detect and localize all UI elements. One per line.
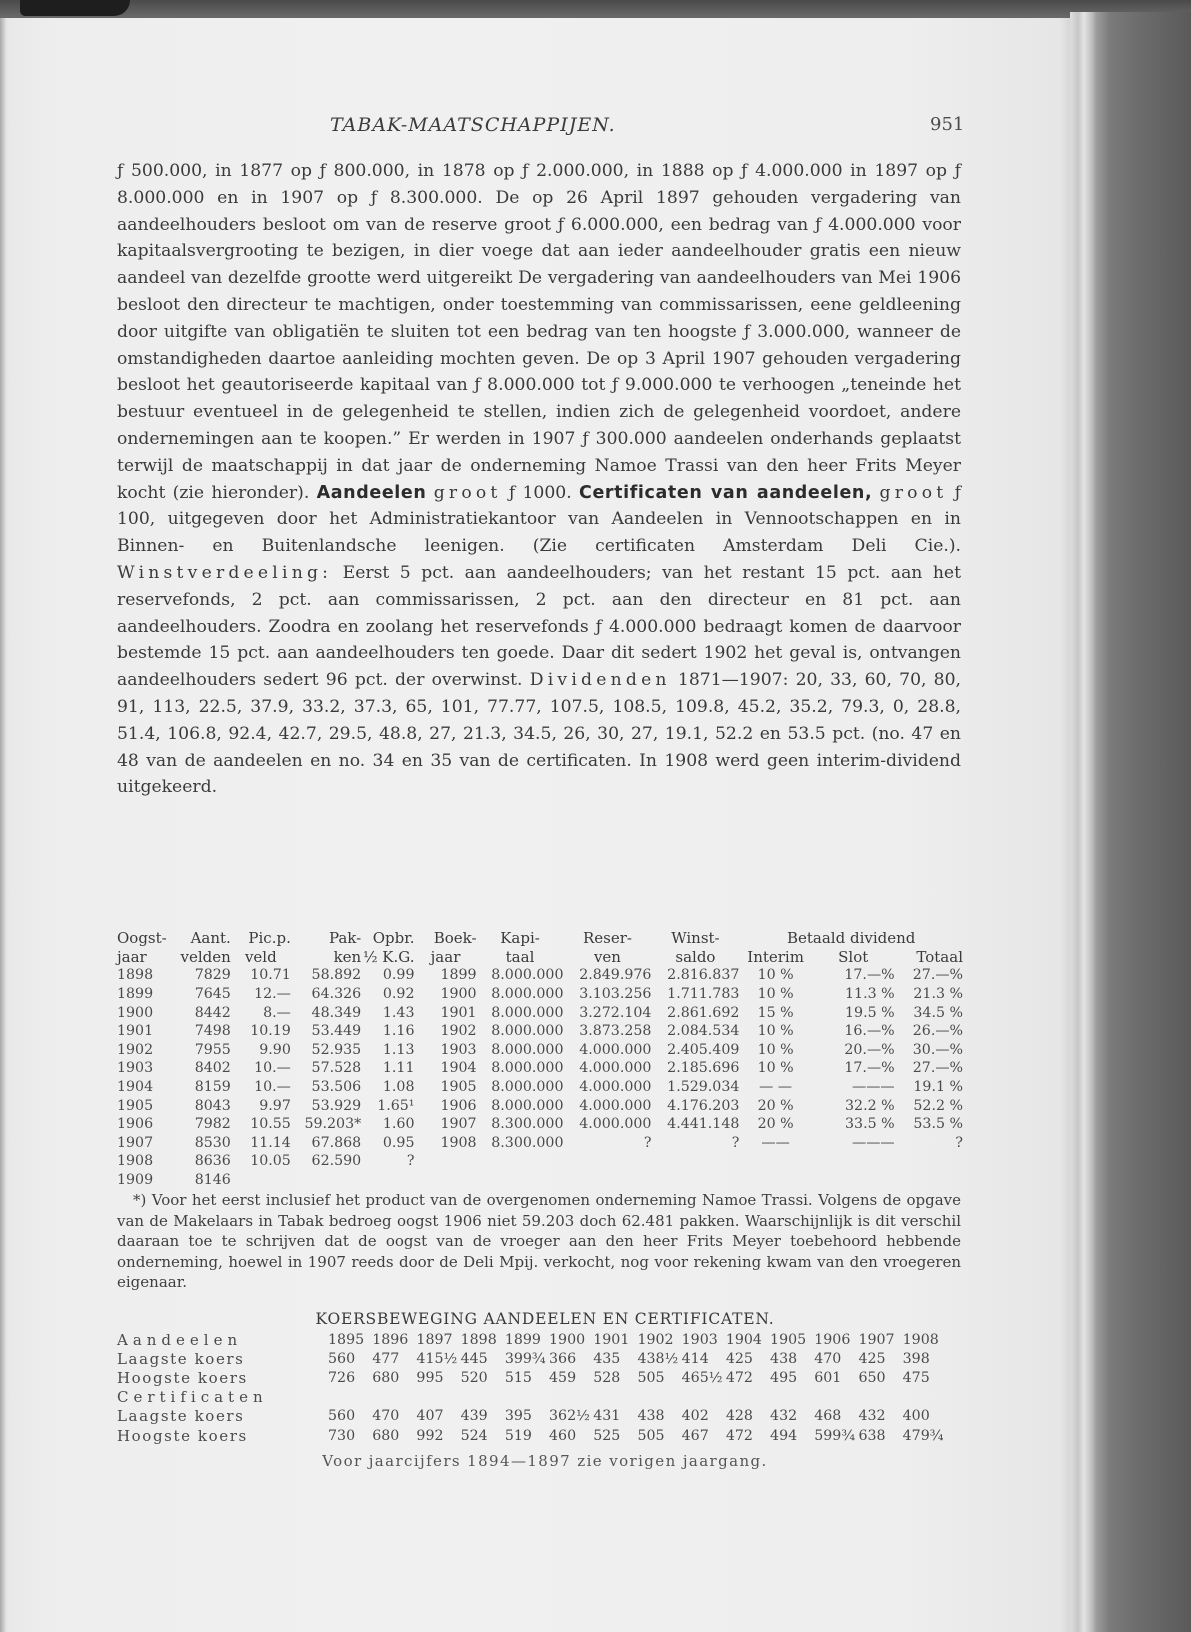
certificaten-laagste-row [117, 1407, 947, 1426]
table-cell: 8.000.000 [491, 986, 564, 1003]
koers-cell: 505 [637, 1369, 665, 1386]
table-cell: 10 % [757, 1060, 794, 1077]
table-cell: 0.92 [382, 986, 415, 1003]
table-row [117, 1003, 963, 1022]
table-cell: 30.—% [912, 1041, 963, 1058]
certificaten-heading-row [117, 1388, 947, 1407]
col-header: Oogst- [117, 929, 167, 948]
table-cell: 8442 [194, 1004, 231, 1021]
table-cell: 8402 [194, 1060, 231, 1077]
table-cell [477, 1171, 564, 1190]
koers-cell: 407 [416, 1408, 444, 1425]
koers-cell: 425 [858, 1350, 886, 1367]
table-cell: 10 % [757, 1023, 794, 1040]
aandeelen-value: ƒ 1000. [508, 482, 572, 503]
table-header-row [117, 948, 963, 967]
certificaten-hoogste-row [117, 1426, 947, 1445]
col-header: ½ K.G. [362, 947, 415, 966]
table-cell: 1899 [440, 967, 477, 984]
table-cell: 53.929 [311, 1097, 362, 1114]
table-cell: 10.55 [250, 1116, 291, 1133]
table-cell: 32.2 % [845, 1097, 895, 1114]
koers-cell: 1906 [814, 1331, 851, 1348]
table-cell: 2.405.409 [667, 1041, 740, 1058]
table-cell: 10.— [254, 1060, 291, 1077]
koers-cell: 438 [637, 1408, 665, 1425]
koers-cell: 1896 [372, 1331, 409, 1348]
table-row [117, 1171, 963, 1190]
table-cell: 53.5 % [913, 1116, 963, 1133]
table-cell: 4.000.000 [579, 1079, 652, 1096]
table-cell [361, 1171, 414, 1190]
table-cell: 59.203* [304, 1116, 362, 1133]
col-header: Pic.p. [248, 929, 291, 948]
koers-cell: 995 [416, 1369, 444, 1386]
table-cell: 10 % [757, 967, 794, 984]
table-cell: 19.1 % [913, 1079, 963, 1096]
table-cell: 10 % [757, 986, 794, 1003]
table-cell: 7829 [194, 967, 231, 984]
col-header: Opbr. [372, 929, 415, 948]
koers-cell: 460 [549, 1427, 577, 1444]
winstverdeeling-label: Winstverdeeling: [117, 562, 333, 583]
table-cell: 27.—% [912, 1060, 963, 1077]
table-cell: 52.935 [311, 1041, 362, 1058]
koers-cell: 366 [549, 1350, 577, 1367]
table-cell: 9.97 [259, 1097, 291, 1114]
koers-cell: 520 [460, 1369, 488, 1386]
row-label: Certificaten [117, 1388, 268, 1407]
table-cell [895, 1171, 963, 1190]
table-cell: 1900 [117, 1004, 154, 1021]
table-cell: 21.3 % [913, 986, 963, 1003]
col-header: ven [593, 947, 621, 966]
table-cell: — — [759, 1079, 793, 1096]
table-cell: 2.849.976 [579, 967, 652, 984]
table-cell: 58.892 [311, 967, 362, 984]
koers-cell: 470 [814, 1350, 842, 1367]
table-cell: 3.873.258 [579, 1023, 652, 1040]
koers-cell: 470 [372, 1408, 400, 1425]
table-cell: ? [643, 1134, 652, 1151]
table-cell [812, 1152, 895, 1171]
table-cell: 27.—% [912, 967, 963, 984]
table-cell: 34.5 % [913, 1004, 963, 1021]
col-header: Aant. [190, 929, 231, 948]
table-cell: 19.5 % [845, 1004, 895, 1021]
table-cell: 10.71 [250, 967, 291, 984]
koers-cell: 398 [902, 1350, 930, 1367]
koers-cell: 1904 [725, 1331, 762, 1348]
table-cell: 0.99 [382, 967, 415, 984]
koers-cell: 1907 [858, 1331, 895, 1348]
koers-cell: 435 [593, 1350, 621, 1367]
koers-cell: 680 [372, 1427, 400, 1444]
col-header: Pak- [328, 929, 362, 948]
koers-cell: 1895 [328, 1331, 365, 1348]
table-cell: ? [406, 1153, 415, 1170]
table-row [117, 1022, 963, 1041]
footnote [117, 1190, 961, 1293]
col-header: taal [505, 947, 535, 966]
table-cell: 1909 [117, 1172, 154, 1189]
table-cell: 11.3 % [845, 986, 895, 1003]
groot-label: groot [879, 482, 948, 503]
table-cell: 10.19 [250, 1023, 291, 1040]
table-cell: 2.861.692 [667, 1004, 740, 1021]
col-header: ken [333, 947, 362, 966]
table-cell: 2.816.837 [667, 967, 740, 984]
koers-cell: 432 [770, 1408, 798, 1425]
col-header: Reser- [582, 929, 632, 948]
koers-cell: 472 [725, 1369, 753, 1386]
table-cell: 4.000.000 [579, 1060, 652, 1077]
col-header: veld [244, 947, 277, 966]
winstverdeeling-text: Eerst 5 pct. aan aandeelhouders; van het restant 15 pct. aan het reservefonds, 2 pct. aan commissarissen, 2 pct. aan den directeur en 81 pct. aan aandeelhouders. Zoodra en zoolang het reservefonds ƒ 4.000.000 bedraagt komen de daarvoor bestemde 15 pct. aan aandeelhouders ten goede. Daar dit sedert 1902 het geval is, ontvangen aandeelhouders sedert 96 pct. der overwinst. [117, 562, 961, 691]
koers-cell: 680 [372, 1369, 400, 1386]
table-cell: 4.000.000 [579, 1116, 652, 1133]
table-cell: 2.084.534 [667, 1023, 740, 1040]
col-header-group: Betaald dividend [786, 929, 916, 948]
table-cell: 33.5 % [845, 1116, 895, 1133]
col-header: saldo [675, 947, 716, 966]
koers-cell: 599¾ [814, 1427, 856, 1444]
row-label: Hoogste koers [117, 1426, 248, 1445]
col-header: Boek- [433, 929, 477, 948]
table-cell: 1.529.034 [667, 1079, 740, 1096]
table-cell: 16.—% [844, 1023, 895, 1040]
dividenden-text: 1871—1907: 20, 33, 60, 70, 80, 91, 113, 22.5, 37.9, 33.2, 37.3, 65, 101, 77.77, 107.5, 108.5, 109.8, 45.2, 35.2, 79.3, 0, 28.8, 51.4, 106.8, 92.4, 42.7, 29.5, 48.8, 27, 21.3, 34.5, 26, 30, 27, 19.1, 52.2 en 53.5 pct. (no. 47 en 48 van de aandeelen en no. 34 en 35 van de certificaten. In 1908 werd geen interim-dividend uitgekeerd. [117, 670, 962, 798]
koers-cell: 505 [637, 1427, 665, 1444]
table-cell: 10 % [757, 1041, 794, 1058]
table-cell: 8.000.000 [491, 967, 564, 984]
aandeelen-hoogste-row [117, 1368, 947, 1387]
table-cell: 1904 [440, 1060, 477, 1077]
table-cell: 1.16 [382, 1023, 415, 1040]
table-cell [414, 1152, 476, 1171]
table-cell: 1.08 [382, 1079, 415, 1096]
table-row [117, 1096, 963, 1115]
koers-cell: 525 [593, 1427, 621, 1444]
table-cell: 26.—% [912, 1023, 963, 1040]
koers-cell: 992 [416, 1427, 444, 1444]
koers-cell: 1905 [770, 1331, 807, 1348]
row-label: Aandeelen [117, 1330, 243, 1349]
row-label: Laagste koers [117, 1349, 245, 1368]
table-cell: 8.000.000 [491, 1060, 564, 1077]
koers-cell: 438½ [637, 1350, 679, 1367]
table-cell [563, 1171, 651, 1190]
koers-cell: 528 [593, 1369, 621, 1386]
koers-cell: 638 [858, 1427, 886, 1444]
table-cell: 1898 [117, 967, 154, 984]
table-cell: 4.000.000 [579, 1041, 652, 1058]
certificaten-text: ƒ 100, uitgegeven door het Administratiekantoor van Aandeelen in Vennootschappen en in Binnen- en Buitenlandsche leenigen. (Zie certificaten Amsterdam Deli Cie.). [117, 482, 962, 557]
table-cell: 12.— [254, 986, 291, 1003]
table-cell: 62.590 [311, 1153, 362, 1170]
table-row [117, 1078, 963, 1097]
table-row [117, 985, 963, 1004]
table-cell: 17.—% [844, 1060, 895, 1077]
table-cell: 7982 [194, 1116, 231, 1133]
table-cell: 53.449 [311, 1023, 362, 1040]
table-cell: 1907 [117, 1134, 154, 1151]
koers-cell: 1898 [460, 1331, 497, 1348]
koers-cell: 1902 [637, 1331, 674, 1348]
table-cell: 1904 [117, 1079, 154, 1096]
koers-cell: 362½ [549, 1408, 590, 1425]
koers-cell: 515 [504, 1369, 532, 1386]
koers-cell: 459 [549, 1369, 577, 1386]
table-cell: 9.90 [259, 1041, 291, 1058]
koers-cell: 431 [593, 1408, 621, 1425]
table-header-row [117, 929, 963, 948]
table-cell [739, 1171, 811, 1190]
table-cell: 1908 [440, 1134, 477, 1151]
koers-cell: 1908 [902, 1331, 939, 1348]
table-cell: 10.05 [250, 1153, 291, 1170]
table-cell: 52.2 % [913, 1097, 963, 1114]
table-cell: 4.176.203 [667, 1097, 740, 1114]
table-cell: 4.441.148 [667, 1116, 740, 1133]
aandeelen-laagste-row [117, 1349, 947, 1368]
body-text [117, 158, 961, 801]
table-cell: 1903 [440, 1041, 477, 1058]
table-cell: 8043 [194, 1097, 231, 1114]
certificaten-heading: Certificaten van aandeelen, [579, 482, 873, 503]
table-cell: 8159 [194, 1079, 231, 1096]
koers-cell: 726 [328, 1369, 356, 1386]
table-cell [895, 1152, 963, 1171]
table-cell: 1901 [117, 1023, 154, 1040]
koers-cell: 1900 [549, 1331, 586, 1348]
table-cell: 7645 [194, 986, 231, 1003]
footnote-text: *) Voor het eerst inclusief het product van de overgenomen onderneming Namoe Trassi. Volgens de opgave van de Makelaars in Tabak bedroeg oogst 1906 niet 59.203 doch 62.481 pakken. Waarschijnlijk is dit verschil daaraan toe te schrijven dat de oogst van de vroeger aan den heer Frits Meyer toebehoord hebbende onderneming, hoewel in 1907 reeds door de Deli Mpij. verkocht, nog voor rekening kwam van den vroegeren eigenaar. [117, 1191, 961, 1292]
table-cell: 3.103.256 [579, 986, 652, 1003]
table-cell [739, 1152, 811, 1171]
koers-cell: 1897 [416, 1331, 453, 1348]
table-row [117, 1059, 963, 1078]
table-cell: 1.711.783 [667, 986, 740, 1003]
dividenden-label: Dividenden [529, 670, 671, 691]
koers-cell: 495 [770, 1369, 798, 1386]
table-cell: 1906 [117, 1116, 154, 1133]
table-cell: 1905 [117, 1097, 154, 1114]
table-cell: 48.349 [311, 1004, 362, 1021]
history-text: ƒ 500.000, in 1877 op ƒ 800.000, in 1878 op ƒ 2.000.000, in 1888 op ƒ 4.000.000 in 1897 op ƒ 8.000.000 en in 1907 op ƒ 8.300.000. De op 26 April 1897 gehouden vergadering van aandeelhouders besloot om van de reserve groot ƒ 6.000.000, een bedrag van ƒ 4.000.000 voor kapitaalsvergrooting te bezigen, in dier voege dat aan ieder aandeelhouder gratis een nieuw aandeel van dezelfde grootte werd uitgereikt De vergadering van aandeelhouders van Mei 1906 besloot den directeur te machtigen, onder toestemming van commissarissen, eene geldleening door uitgifte van obligatiën te sluiten tot een bedrag van ten hoogste ƒ 3.000.000, wanneer de omstandigheden daartoe aanleiding mochten geven. De op 3 April 1907 gehouden vergadering besloot het geautoriseerde kapitaal van ƒ 8.000.000 tot ƒ 9.000.000 te verhoogen „teneinde het bestuur eventueel in de gelegenheid te stellen, indien zich de gelegenheid voordoet, andere ondernemingen aan te koopen.” Er werden in 1907 ƒ 300.000 aandeelen onderhands geplaatst terwijl de maatschappij in dat jaar de onderneming Namoe Trassi van den heer Frits Meyer kocht (zie hieronder). [117, 161, 961, 503]
body-paragraph [117, 158, 961, 801]
table-cell: 8.000.000 [491, 1004, 564, 1021]
table-cell: 1905 [440, 1079, 477, 1096]
col-header: velden [180, 947, 231, 966]
table-cell: 1.13 [382, 1041, 415, 1058]
table-cell: 1900 [440, 986, 477, 1003]
table-cell: 1899 [117, 986, 154, 1003]
koers-cell: 400 [902, 1408, 930, 1425]
koers-cell: 601 [814, 1369, 842, 1386]
table-cell: 17.—% [844, 967, 895, 984]
table-cell: 2.185.696 [667, 1060, 740, 1077]
koers-cell: 1903 [681, 1331, 718, 1348]
table-cell: ——— [852, 1134, 895, 1151]
financial-table [117, 929, 963, 1189]
koers-cell: 402 [681, 1408, 709, 1425]
koersbeweging-table [117, 1330, 947, 1445]
table-cell: —— [761, 1134, 790, 1151]
table-cell: 7498 [194, 1023, 231, 1040]
table-cell: 8146 [194, 1172, 231, 1189]
table-cell: 8.— [263, 1004, 291, 1021]
koers-cell: 650 [858, 1369, 886, 1386]
row-label: Laagste koers [117, 1407, 245, 1426]
koers-cell: 395 [504, 1408, 532, 1425]
table-cell: 8.300.000 [491, 1134, 564, 1151]
table-row [117, 1041, 963, 1060]
koers-cell: 399¾ [504, 1350, 546, 1367]
table-cell: 1.65¹ [377, 1097, 415, 1114]
running-title: TABAK-MAATSCHAPPIJEN. [330, 114, 616, 136]
table-cell: 1908 [117, 1153, 154, 1170]
koers-cell: 439 [460, 1408, 488, 1425]
koers-cell: 445 [460, 1350, 488, 1367]
col-header: Totaal [916, 947, 963, 966]
col-header: Interim [747, 947, 804, 966]
koers-cell: 465½ [681, 1369, 723, 1386]
table-cell: 1.60 [382, 1116, 415, 1133]
table-cell: 64.326 [311, 986, 362, 1003]
table-cell: ——— [852, 1079, 895, 1096]
table-cell: 53.506 [311, 1079, 362, 1096]
table-cell: 10.— [254, 1079, 291, 1096]
table-cell: 1.11 [382, 1060, 415, 1077]
table-cell: 8.300.000 [491, 1116, 564, 1133]
years-row [117, 1330, 947, 1349]
table-cell: 67.868 [311, 1134, 362, 1151]
koers-cell: 494 [770, 1427, 798, 1444]
table-cell: 8.000.000 [491, 1079, 564, 1096]
koers-cell: 415½ [416, 1350, 458, 1367]
col-header: Winst- [671, 929, 720, 948]
scan-top-shadow [0, 0, 1191, 18]
koers-cell: 560 [328, 1350, 356, 1367]
page-number: 951 [930, 114, 965, 135]
table-cell: 1907 [440, 1116, 477, 1133]
koers-cell: 1899 [504, 1331, 541, 1348]
koers-cell: 477 [372, 1350, 400, 1367]
koers-cell: 524 [460, 1427, 488, 1444]
table-cell: 20 % [757, 1116, 794, 1133]
table-cell: 15 % [757, 1004, 794, 1021]
table-cell: 1901 [440, 1004, 477, 1021]
table-cell: 3.272.104 [579, 1004, 652, 1021]
table-cell [414, 1171, 476, 1190]
table-row [117, 1115, 963, 1134]
table-cell [563, 1152, 651, 1171]
koers-cell: 479¾ [902, 1427, 944, 1444]
koers-cell: 432 [858, 1408, 886, 1425]
table-cell: 7955 [194, 1041, 231, 1058]
table-cell: 1902 [117, 1041, 154, 1058]
book-page-edges [1070, 12, 1191, 1632]
table-cell: 1906 [440, 1097, 477, 1114]
koers-cell: 1901 [593, 1331, 630, 1348]
running-head [0, 114, 1070, 140]
koersbeweging-note: Voor jaarcijfers 1894—1897 zie vorigen jaargang. [322, 1452, 768, 1470]
table-cell: 0.95 [382, 1134, 415, 1151]
table-cell: 8.000.000 [491, 1023, 564, 1040]
table-row [117, 966, 963, 985]
aandeelen-heading: Aandeelen [316, 482, 427, 503]
koers-cell: 468 [814, 1408, 842, 1425]
table-cell [651, 1152, 739, 1171]
koers-cell: 414 [681, 1350, 709, 1367]
table-cell: 8.000.000 [491, 1041, 564, 1058]
table-cell: 8.000.000 [491, 1097, 564, 1114]
table-cell: 1903 [117, 1060, 154, 1077]
table-cell: 11.14 [250, 1134, 291, 1151]
table-cell: ? [955, 1134, 963, 1151]
table-cell: ? [731, 1134, 740, 1151]
table-cell [231, 1171, 291, 1190]
table-cell: 8636 [194, 1153, 231, 1170]
table-row [117, 1152, 963, 1171]
page-left-edge [0, 18, 6, 1632]
table-cell: 57.528 [311, 1060, 362, 1077]
col-header: jaar [117, 947, 147, 966]
table-cell [477, 1152, 564, 1171]
table-cell: 20.—% [844, 1041, 895, 1058]
col-header: Slot [838, 947, 869, 966]
table-cell: 1.43 [382, 1004, 415, 1021]
table-cell [651, 1171, 739, 1190]
koers-cell: 519 [504, 1427, 532, 1444]
table-row [117, 1134, 963, 1153]
koers-cell: 428 [725, 1408, 753, 1425]
koers-cell: 730 [328, 1427, 356, 1444]
table-cell [291, 1171, 361, 1190]
koers-cell: 560 [328, 1408, 356, 1425]
groot-label: groot [433, 482, 502, 503]
koers-cell: 438 [770, 1350, 798, 1367]
col-header: jaar [430, 947, 461, 966]
table-cell [812, 1171, 895, 1190]
table-cell: 8530 [194, 1134, 231, 1151]
table-cell: 4.000.000 [579, 1097, 652, 1114]
koers-cell: 467 [681, 1427, 709, 1444]
koers-cell: 425 [725, 1350, 753, 1367]
col-header: Kapi- [500, 929, 540, 948]
koersbeweging-title: KOERSBEWEGING AANDEELEN EN CERTIFICATEN. [315, 1310, 775, 1328]
koers-cell: 472 [725, 1427, 753, 1444]
table-cell: 1902 [440, 1023, 477, 1040]
table-cell: 20 % [757, 1097, 794, 1114]
row-label: Hoogste koers [117, 1368, 248, 1387]
koers-cell: 475 [902, 1369, 930, 1386]
